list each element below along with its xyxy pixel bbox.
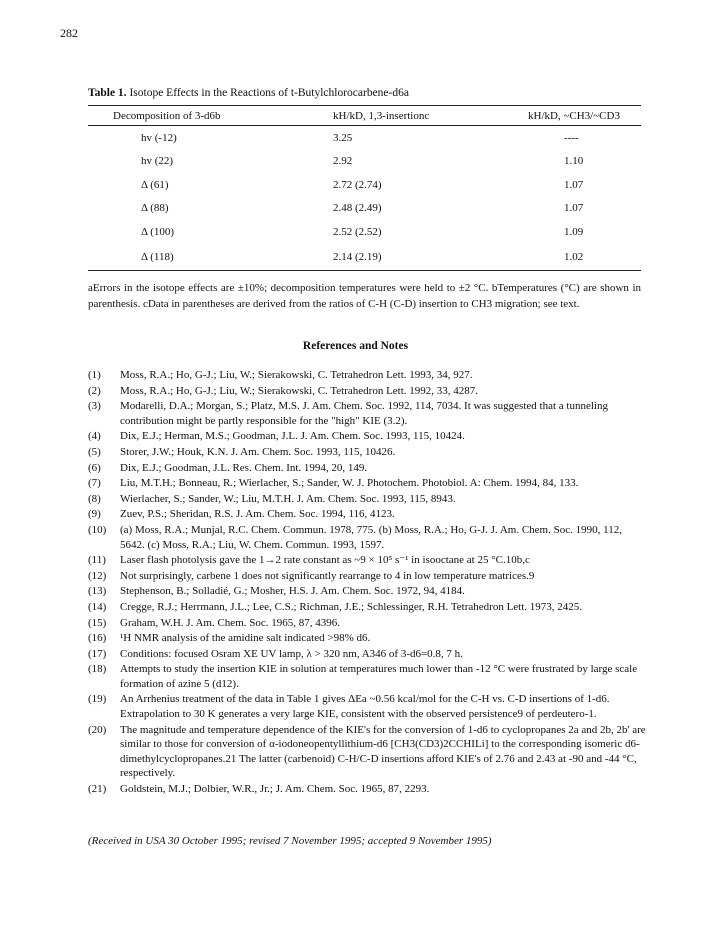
reference-text: Laser flash photolysis gave the 1→2 rate constant as ~9 × 10⁵ s⁻¹ in isooctane at 25 °C.10b,c bbox=[120, 554, 530, 567]
column-header: kH/kD, 1,3-insertionc bbox=[308, 106, 528, 126]
received-dates: (Received in USA 30 October 1995; revised 7 November 1995; accepted 9 November 1995) bbox=[88, 835, 492, 847]
reference-number: (20) bbox=[88, 723, 107, 736]
reference-item bbox=[88, 492, 648, 507]
reference-text: Moss, R.A.; Ho, G-J.; Liu, W.; Sierakowski, C. Tetrahedron Lett. 1993, 34, 927. bbox=[120, 369, 473, 381]
reference-number: (21) bbox=[88, 783, 107, 796]
table-cell: 1.07 bbox=[564, 202, 584, 215]
reference-number: (4) bbox=[88, 430, 101, 443]
table-cell: hv (22) bbox=[141, 155, 174, 168]
reference-number: (2) bbox=[88, 384, 101, 397]
isotope-effects-table bbox=[88, 105, 641, 271]
reference-item bbox=[88, 368, 648, 383]
table-row bbox=[88, 173, 641, 197]
reference-text: Dix, E.J.; Goodman, J.L. Res. Chem. Int. 1994, 20, 149. bbox=[120, 461, 368, 474]
reference-text: Conditions: focused Osram XE UV lamp, λ > 320 nm, A346 of 3-d6=0.8, 7 h. bbox=[120, 647, 463, 660]
reference-number: (15) bbox=[88, 616, 107, 629]
reference-number: (8) bbox=[88, 492, 101, 505]
reference-text: Stephenson, B.; Solladié, G.; Mosher, H.S. J. Am. Chem. Soc. 1972, 94, 4184. bbox=[120, 585, 465, 598]
reference-number: (13) bbox=[88, 585, 107, 598]
reference-text: Goldstein, M.J.; Dolbier, W.R., Jr.; J. Am. Chem. Soc. 1965, 87, 2293. bbox=[120, 783, 430, 796]
reference-item bbox=[88, 647, 648, 662]
reference-text: Moss, R.A.; Ho, G-J.; Liu, W.; Sierakowski, C. Tetrahedron Lett. 1992, 33, 4287. bbox=[120, 384, 479, 397]
reference-text: (a) Moss, R.A.; Munjal, R.C. Chem. Commun. 1978, 775. (b) Moss, R.A.; Ho, G-J. J. Am. Chem. Soc. 1990, 112, 5642. (c) Moss, R.A.; Liu, W. Chem. Commun. 1993, 1597. bbox=[120, 523, 622, 551]
table-title-text: Isotope Effects in the Reactions of t-Butylchlorocarbene-d6a bbox=[129, 87, 409, 99]
table-title bbox=[88, 87, 409, 99]
table-row bbox=[88, 244, 641, 271]
reference-number: (11) bbox=[88, 554, 106, 567]
reference-item bbox=[88, 476, 648, 491]
reference-item bbox=[88, 399, 648, 428]
column-header: Decomposition of 3-d6b bbox=[88, 106, 308, 126]
table-cell: 1.09 bbox=[564, 225, 584, 238]
table-row bbox=[88, 126, 641, 150]
table-cell: 1.02 bbox=[528, 244, 641, 271]
table-cell: Δ (61) bbox=[141, 178, 169, 191]
reference-number: (12) bbox=[88, 569, 107, 582]
table-cell: 2.14 (2.19) bbox=[308, 244, 528, 271]
table-cell: hv (-12) bbox=[141, 131, 177, 144]
table-row bbox=[88, 150, 641, 174]
reference-number: (16) bbox=[88, 632, 107, 645]
reference-item bbox=[88, 723, 648, 781]
table-cell: 2.48 (2.49) bbox=[333, 202, 382, 215]
table-header-row bbox=[88, 106, 641, 126]
table-label: Table 1. bbox=[88, 87, 130, 99]
table-cell: 2.92 bbox=[333, 155, 353, 168]
reference-item bbox=[88, 569, 648, 584]
references-list bbox=[88, 368, 648, 798]
reference-text: The magnitude and temperature dependence of the KIE's for the conversion of 1-d6 to cyclopropanes 2a and 2b, 2b' are similar to those for conversion of α-iodoneopentyllithium-d6 [CH3(CD3)2CCHILi] to the corresponding isomeric d6-dimethylcyclopropanes.21 The latter (carbenoid) C-H/C-D insertions afford KIE's of 2.76 and 2.43 at -90 and -44 °C, respectively. bbox=[120, 723, 646, 780]
reference-item bbox=[88, 662, 648, 691]
table-footnote: aErrors in the isotope effects are ±10%; decomposition temperatures were held to ±2 °C. bTemperatures (°C) are shown in parenthesis. cData in parentheses are derived from the ratios of C-H (C-D) insertion to CH3 migration; see text. bbox=[88, 282, 641, 310]
reference-number: (19) bbox=[88, 693, 107, 706]
reference-item bbox=[88, 461, 648, 476]
reference-item bbox=[88, 782, 648, 797]
table-cell: Δ (88) bbox=[141, 202, 169, 215]
reference-item bbox=[88, 616, 648, 631]
reference-text: Storer, J.W.; Houk, K.N. J. Am. Chem. Soc. 1993, 115, 10426. bbox=[120, 445, 396, 458]
reference-text: Graham, W.H. J. Am. Chem. Soc. 1965, 87, 4396. bbox=[120, 616, 340, 629]
reference-item bbox=[88, 523, 648, 552]
table-row bbox=[88, 220, 641, 244]
reference-text: Modarelli, D.A.; Morgan, S.; Platz, M.S. J. Am. Chem. Soc. 1992, 114, 7034. It was suggested that a tunneling contribution might be partly responsible for the "high" KIE (3.2). bbox=[120, 400, 608, 427]
reference-text: Zuev, P.S.; Sheridan, R.S. J. Am. Chem. Soc. 1994, 116, 4123. bbox=[120, 508, 395, 521]
reference-text: Dix, E.J.; Herman, M.S.; Goodman, J.L. J. Am. Chem. Soc. 1993, 115, 10424. bbox=[120, 430, 465, 443]
reference-text: Liu, M.T.H.; Bonneau, R.; Wierlacher, S.; Sander, W. J. Photochem. Photobiol. A: Chem. 1994, 84, 133. bbox=[120, 477, 579, 490]
reference-item bbox=[88, 631, 648, 646]
reference-number: (1) bbox=[88, 369, 101, 381]
reference-number: (3) bbox=[88, 400, 101, 413]
reference-item bbox=[88, 600, 648, 615]
table-cell: 1.10 bbox=[564, 155, 584, 168]
reference-number: (18) bbox=[88, 663, 107, 676]
reference-item bbox=[88, 553, 648, 568]
reference-item bbox=[88, 445, 648, 460]
reference-text: Cregge, R.J.; Herrmann, J.L.; Lee, C.S.; Richman, J.E.; Schlessinger, R.H. Tetrahedron Lett. 1973, 2425. bbox=[120, 600, 583, 613]
table-cell: 2.52 (2.52) bbox=[333, 225, 382, 238]
reference-text: Not surprisingly, carbene 1 does not significantly rearrange to 4 in low temperature matrices.9 bbox=[120, 569, 535, 582]
reference-number: (17) bbox=[88, 647, 107, 660]
table-cell: 3.25 bbox=[333, 131, 353, 144]
column-header: kH/kD, ~CH3/~CD3 bbox=[528, 106, 641, 126]
reference-text: Wierlacher, S.; Sander, W.; Liu, M.T.H. J. Am. Chem. Soc. 1993, 115, 8943. bbox=[120, 492, 456, 505]
reference-text: ¹H NMR analysis of the amidine salt indicated >98% d6. bbox=[120, 632, 371, 645]
table-cell: Δ (100) bbox=[141, 225, 175, 238]
table-cell: 1.07 bbox=[564, 178, 584, 191]
references-heading: References and Notes bbox=[302, 340, 409, 352]
reference-item bbox=[88, 507, 648, 522]
reference-number: (7) bbox=[88, 477, 101, 490]
reference-text: An Arrhenius treatment of the data in Table 1 gives ΔEa ~0.56 kcal/mol for the C-H vs. C-D insertions of 1-d6. Extrapolation to 30 K generates a very large KIE, consistent with the observed persistence9 of perdeutero-1. bbox=[120, 693, 610, 721]
page-number: 282 bbox=[60, 26, 78, 40]
reference-number: (6) bbox=[88, 461, 101, 474]
reference-number: (9) bbox=[88, 508, 101, 521]
reference-number: (10) bbox=[88, 523, 107, 536]
reference-item bbox=[88, 429, 648, 444]
table-cell: ---- bbox=[564, 131, 579, 144]
reference-item bbox=[88, 384, 648, 399]
reference-number: (14) bbox=[88, 600, 107, 613]
reference-text: Attempts to study the insertion KIE in solution at temperatures much lower than -12 °C were frustrated by large scale formation of azine 5 (d12). bbox=[120, 663, 638, 690]
reference-number: (5) bbox=[88, 445, 101, 458]
table-cell: 2.72 (2.74) bbox=[333, 178, 382, 191]
reference-item bbox=[88, 584, 648, 599]
table-row bbox=[88, 197, 641, 221]
table-cell: Δ (118) bbox=[88, 244, 308, 271]
reference-item bbox=[88, 692, 648, 721]
